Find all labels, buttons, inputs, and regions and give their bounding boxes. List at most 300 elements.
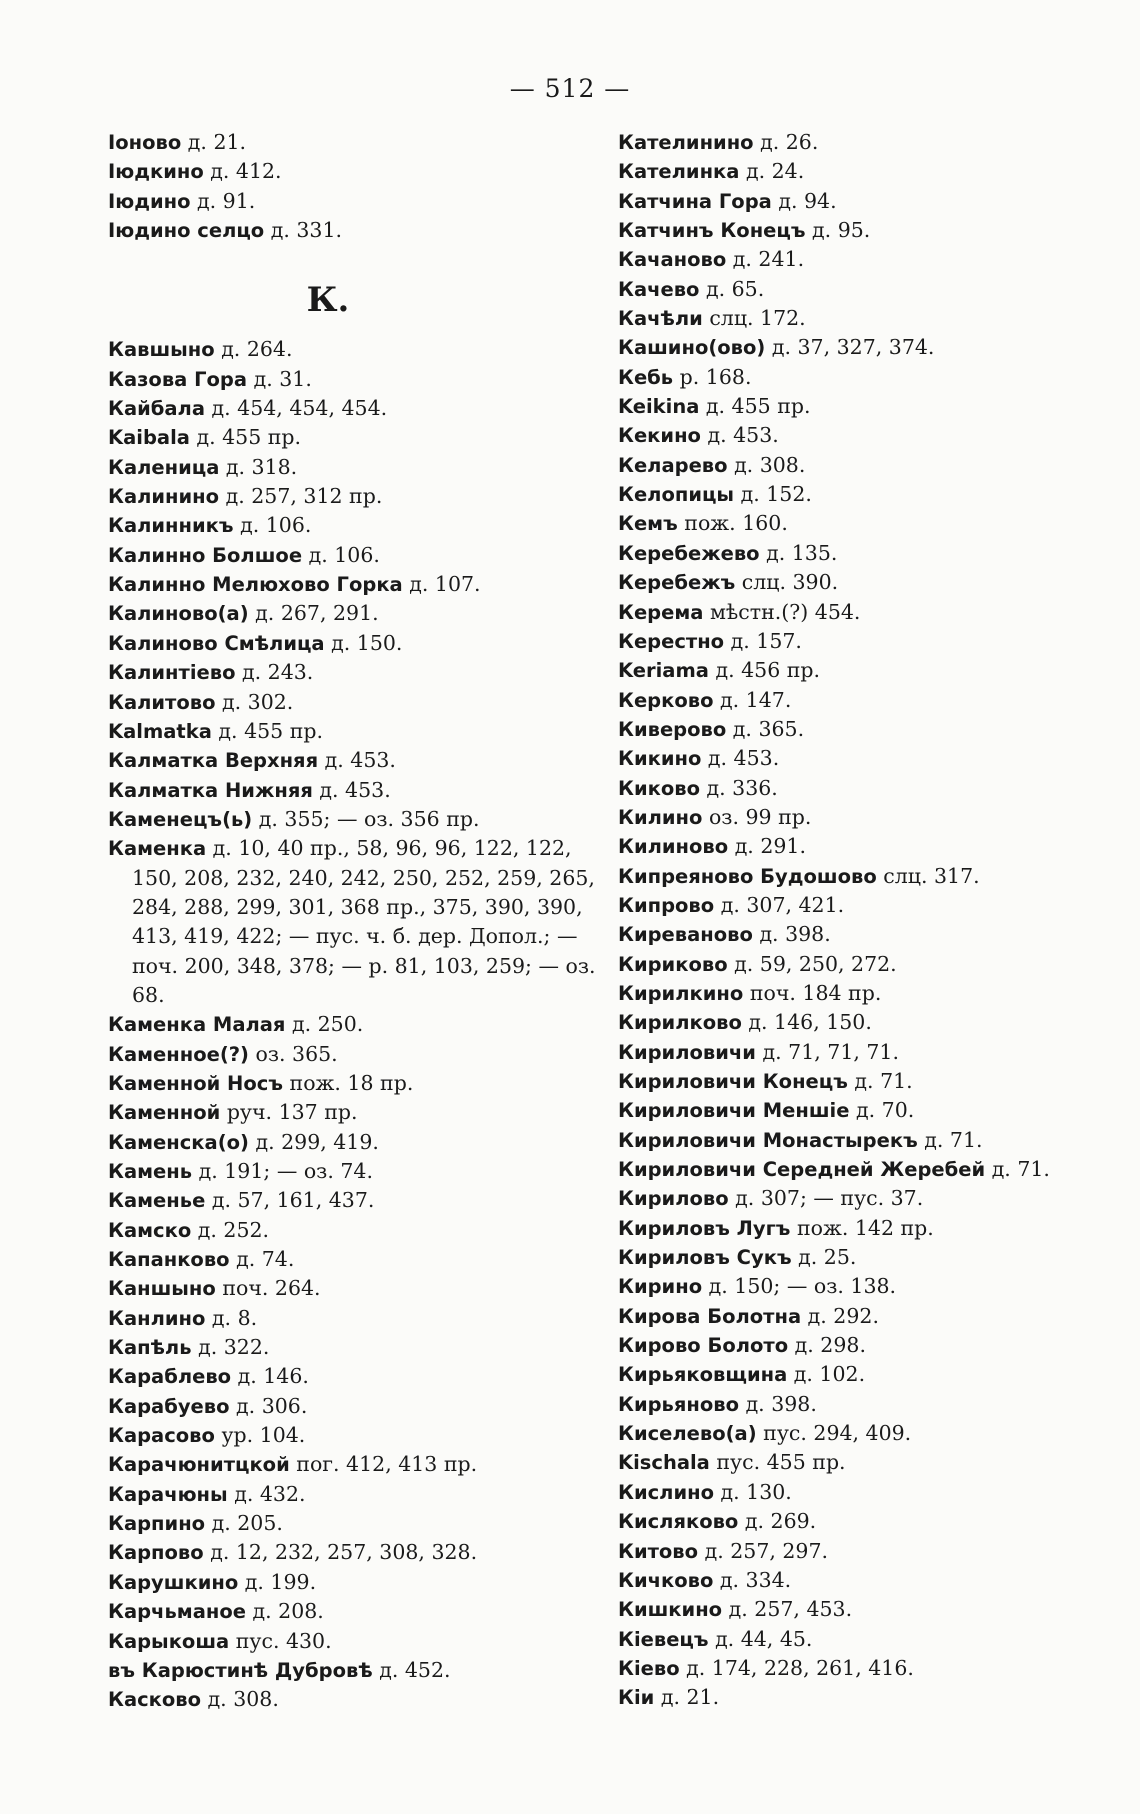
index-entry	[108, 1538, 608, 1567]
entry-name: Кирова Болотна	[618, 1304, 802, 1328]
entry-reference: д. 26.	[760, 130, 819, 154]
entry-reference: д. 147.	[720, 687, 792, 712]
entry-name: Керебежево	[618, 541, 760, 565]
index-entry	[108, 776, 608, 805]
entry-reference: д. 174, 228, 261, 416.	[686, 1655, 914, 1680]
entry-reference: д. 191; — оз. 74.	[198, 1159, 373, 1183]
index-entry	[618, 744, 1118, 773]
entry-name: Калматка Верхняя	[108, 749, 319, 773]
entry-reference: поч. 264.	[222, 1276, 321, 1301]
entry-name: Карасово	[108, 1424, 215, 1448]
entry-reference: д. 398.	[745, 1391, 817, 1416]
entry-name: Калитово	[108, 690, 216, 714]
entry-reference: д. 25.	[798, 1245, 857, 1270]
entry-reference: пус. 455 пр.	[716, 1450, 846, 1475]
entry-reference: д. 331.	[270, 218, 343, 243]
entry-name: Келарево	[618, 453, 728, 477]
entry-name: Каменска(о)	[108, 1130, 249, 1154]
entry-name: Іюдкино	[108, 160, 204, 184]
index-entry	[108, 1186, 608, 1215]
entry-reference: д. 74.	[236, 1247, 295, 1272]
entry-name: Keriama	[618, 659, 709, 683]
entry-reference: пож. 18 пр.	[289, 1070, 414, 1095]
right-column	[618, 128, 1118, 1713]
entry-reference: д. 455 пр.	[705, 394, 811, 419]
index-entry	[618, 1360, 1118, 1389]
entry-reference: д. 453.	[707, 746, 780, 771]
index-entry	[618, 275, 1118, 304]
entry-name: Кемъ	[618, 512, 678, 536]
entry-reference: д. 453.	[707, 423, 779, 448]
entry-reference: д. 307, 421.	[720, 892, 845, 917]
index-entry	[618, 1478, 1118, 1507]
entry-reference: д. 241.	[732, 247, 805, 272]
index-entry	[618, 774, 1118, 803]
entry-name: Качѣли	[618, 307, 703, 331]
index-entry	[108, 1040, 608, 1069]
index-entry	[618, 1390, 1118, 1419]
entry-name: Каншыно	[108, 1277, 216, 1301]
entry-name: Каменка	[108, 837, 207, 861]
entry-reference: д. 21.	[187, 130, 247, 154]
entry-reference: д. 398.	[759, 922, 831, 947]
entry-name: Капѣль	[108, 1336, 192, 1360]
entry-name: Кислино	[618, 1480, 714, 1504]
entry-reference: д. 455 пр.	[218, 718, 324, 743]
index-entry	[108, 482, 608, 511]
entry-reference: д. 453.	[324, 748, 396, 773]
index-entry	[618, 920, 1118, 949]
entry-name: Калинтіево	[108, 661, 236, 685]
entry-name: Качаново	[618, 248, 727, 272]
entry-reference: д. 44, 45.	[715, 1626, 813, 1651]
entry-name: Катчинъ Конецъ	[618, 219, 806, 243]
index-entry	[618, 157, 1118, 186]
index-entry	[108, 1627, 608, 1656]
entry-reference: д. 452.	[379, 1657, 451, 1682]
entry-name: Кашино(ово)	[618, 336, 766, 360]
entry-name: Киселево(а)	[618, 1422, 757, 1446]
entry-name: Кирилково	[618, 1011, 742, 1035]
index-entry	[108, 1509, 608, 1538]
entry-reference: д. 95.	[812, 218, 871, 243]
entry-name: Керема	[618, 600, 704, 624]
entry-reference: д. 455 пр.	[196, 425, 302, 450]
index-entry	[618, 598, 1118, 627]
entry-name: Калинно Болшое	[108, 543, 303, 567]
index-entry	[618, 1008, 1118, 1037]
entry-name: Кекино	[618, 424, 701, 448]
index-entry	[618, 686, 1118, 715]
entry-reference: пож. 142 пр.	[796, 1215, 934, 1240]
entry-name: Караблево	[108, 1365, 232, 1389]
index-entry	[618, 245, 1118, 274]
index-entry	[618, 1155, 1118, 1184]
entry-reference: поч. 184 пр.	[749, 980, 882, 1005]
index-entry	[108, 1421, 608, 1450]
entry-name: Калинино	[108, 485, 220, 509]
index-entry	[108, 511, 608, 540]
entry-reference: мѣстн.(?) 454.	[709, 599, 861, 624]
index-entry	[618, 832, 1118, 861]
index-entry	[108, 599, 608, 628]
index-entry	[108, 1597, 608, 1626]
entry-name: Касково	[108, 1688, 202, 1712]
entry-reference: д. 31.	[253, 366, 312, 391]
index-entry	[108, 335, 608, 364]
entry-reference: оз. 365.	[255, 1041, 338, 1066]
index-entry	[108, 157, 608, 186]
entry-reference: д. 318.	[225, 454, 298, 479]
entry-reference: д. 308.	[207, 1687, 279, 1712]
entry-reference: д. 302.	[222, 689, 294, 714]
entry-reference: ур. 104.	[221, 1423, 306, 1448]
entry-reference: д. 21.	[660, 1685, 720, 1710]
entry-name: Кикино	[618, 747, 702, 771]
entry-name: Капанково	[108, 1248, 230, 1272]
entry-name: Каменной Носъ	[108, 1071, 283, 1095]
index-entry	[618, 1126, 1118, 1155]
entry-reference: д. 71.	[854, 1069, 913, 1093]
entry-reference: р. 168.	[679, 364, 752, 389]
index-entry	[108, 423, 608, 452]
index-entry	[108, 541, 608, 570]
entry-name: Каленица	[108, 455, 220, 479]
index-entry	[618, 656, 1118, 685]
entry-name: Калматка Нижняя	[108, 778, 313, 802]
entry-reference: д. 146, 150.	[748, 1010, 872, 1035]
index-entry	[618, 1595, 1118, 1624]
index-entry	[108, 1304, 608, 1333]
index-entry	[108, 1098, 608, 1127]
entry-name: Карыкоша	[108, 1629, 230, 1653]
entry-reference: д. 91.	[197, 188, 256, 213]
entry-reference: д. 106.	[240, 513, 312, 538]
entry-name: Kaibala	[108, 426, 190, 450]
index-entry	[108, 187, 608, 216]
index-entry	[618, 1625, 1118, 1654]
entry-name: Кипрово	[618, 893, 715, 917]
right-main-entries	[618, 128, 1118, 1713]
entry-reference: д. 355; — оз. 356 пр.	[258, 806, 480, 831]
index-entry	[618, 1331, 1118, 1360]
entry-name: Каменной	[108, 1101, 221, 1125]
entry-reference: д. 306.	[236, 1393, 308, 1418]
entry-reference: д. 130.	[720, 1479, 792, 1504]
entry-name: Кирилкино	[618, 981, 744, 1005]
index-entry	[108, 1010, 608, 1039]
entry-name: Кириловичи Монастырекъ	[618, 1128, 918, 1152]
entry-reference: слц. 390.	[741, 570, 839, 595]
index-entry	[618, 1507, 1118, 1536]
entry-name: Кіевецъ	[618, 1627, 709, 1651]
index-entry	[618, 715, 1118, 744]
entry-name: Кириловъ Сукъ	[618, 1246, 792, 1270]
index-entry	[618, 1448, 1118, 1477]
entry-name: Килиново	[618, 835, 729, 859]
entry-name: Керестно	[618, 629, 725, 653]
entry-reference: д. 71.	[924, 1127, 983, 1152]
index-entry	[618, 539, 1118, 568]
entry-reference: руч. 137 пр.	[226, 1100, 358, 1125]
index-entry	[618, 1038, 1118, 1067]
index-entry	[618, 1566, 1118, 1595]
index-entry	[618, 1272, 1118, 1301]
index-entry	[618, 304, 1118, 333]
index-entry	[618, 128, 1118, 157]
entry-reference: д. 308.	[734, 452, 806, 477]
entry-name: Кателинино	[618, 131, 754, 154]
entry-name: Кириловичи Середней Жеребей	[618, 1158, 986, 1182]
entry-reference: д. 106.	[308, 542, 380, 567]
index-entry	[618, 1683, 1118, 1712]
entry-reference: д. 252.	[197, 1217, 270, 1242]
entry-reference: д. 24.	[745, 159, 805, 184]
entry-reference: д. 336.	[706, 775, 778, 800]
entry-reference: д. 250.	[291, 1012, 364, 1037]
index-entry	[618, 1654, 1118, 1683]
entry-name: Каменное(?)	[108, 1042, 249, 1066]
index-entry	[108, 1245, 608, 1274]
index-entry	[108, 1216, 608, 1245]
entry-name: Кирово Болото	[618, 1334, 789, 1358]
entry-reference: д. 432.	[234, 1481, 306, 1506]
index-entry	[618, 333, 1118, 362]
index-entry	[618, 1243, 1118, 1272]
entry-reference: д. 205.	[211, 1511, 283, 1536]
index-entry	[108, 1362, 608, 1391]
entry-name: Іоново	[108, 131, 182, 154]
entry-reference: пус. 294, 409.	[763, 1421, 912, 1446]
index-entry	[108, 834, 608, 1010]
entry-name: Кирьяковщина	[618, 1363, 788, 1387]
index-entry	[618, 216, 1118, 245]
index-entry	[108, 1685, 608, 1714]
entry-reference: д. 102.	[793, 1362, 866, 1387]
entry-reference: д. 365.	[732, 716, 805, 741]
index-entry	[618, 1096, 1118, 1125]
index-entry	[108, 394, 608, 423]
left-top-entries	[108, 128, 608, 245]
entry-reference: д. 257, 297.	[704, 1538, 829, 1563]
index-entry	[108, 1128, 608, 1157]
index-entry	[618, 862, 1118, 891]
entry-reference: д. 291.	[734, 834, 806, 859]
index-entry	[108, 629, 608, 658]
entry-reference: пож. 160.	[684, 511, 788, 536]
index-entry	[108, 688, 608, 717]
entry-name: Казова Гора	[108, 367, 248, 391]
entry-name: Качево	[618, 277, 700, 301]
entry-name: Карабуево	[108, 1394, 230, 1418]
entry-reference: д. 264.	[221, 337, 293, 362]
entry-name: въ Карюстинѣ Дубровѣ	[108, 1658, 373, 1682]
entry-reference: д. 59, 250, 272.	[734, 951, 897, 976]
entry-reference: д. 107.	[409, 572, 481, 597]
entry-reference: д. 334.	[719, 1567, 792, 1592]
index-entry	[108, 453, 608, 482]
entry-name: Керково	[618, 688, 714, 712]
entry-name: Кириловичи Меншіе	[618, 1099, 850, 1123]
entry-name: Кирьяново	[618, 1392, 740, 1416]
entry-reference: д. 243.	[242, 660, 314, 685]
index-entry	[108, 1450, 608, 1479]
entry-reference: д. 307; — пус. 37.	[735, 1186, 924, 1211]
entry-reference: слц. 317.	[883, 863, 980, 888]
entry-name: Карачюнитцкой	[108, 1453, 290, 1477]
index-entry	[618, 950, 1118, 979]
entry-name: Кавшыно	[108, 338, 215, 362]
entry-name: Карпово	[108, 1541, 204, 1565]
index-entry	[618, 891, 1118, 920]
entry-reference: д. 65.	[705, 276, 765, 301]
entry-name: Керебежъ	[618, 571, 736, 595]
index-entry	[618, 803, 1118, 832]
index-entry	[108, 1656, 608, 1685]
entry-name: Карушкино	[108, 1570, 239, 1594]
entry-reference: пус. 430.	[235, 1628, 332, 1653]
entry-reference: д. 267, 291.	[255, 601, 379, 626]
entry-reference: д. 150; — оз. 138.	[708, 1274, 897, 1299]
index-entry	[618, 451, 1118, 480]
index-entry	[618, 392, 1118, 421]
entry-reference: д. 12, 232, 257, 308, 328.	[210, 1540, 478, 1565]
entry-name: Keikina	[618, 395, 700, 419]
index-entry	[108, 658, 608, 687]
entry-name: Калинно Мелюхово Горка	[108, 573, 403, 597]
entry-name: Каменье	[108, 1189, 206, 1213]
entry-name: Кіи	[618, 1686, 655, 1710]
index-entry	[618, 979, 1118, 1008]
index-entry	[618, 187, 1118, 216]
entry-name: Карачюны	[108, 1482, 228, 1506]
entry-reference: д. 10, 40 пр., 58, 96, 96, 122, 122, 150, 208, 232, 240, 242, 250, 252, 259, 265, 284, 288, 299, 301, 368 пр., 375, 390, 390, 413, 419, 422; — пус. ч. б. дер. Допол.; — поч. 200, 348, 378; — р. 81, 103, 259; — оз. 68.	[132, 836, 596, 1007]
entry-reference: д. 269.	[744, 1509, 817, 1534]
index-entry	[108, 1568, 608, 1597]
entry-reference: д. 298.	[794, 1333, 866, 1358]
entry-reference: оз. 99 пр.	[708, 804, 812, 829]
index-entry	[108, 1157, 608, 1186]
entry-reference: слц. 172.	[709, 306, 806, 331]
entry-reference: д. 453.	[319, 777, 391, 802]
index-entry	[618, 1419, 1118, 1448]
entry-reference: д. 152.	[740, 482, 812, 507]
entry-name: Камень	[108, 1160, 193, 1183]
entry-name: Калиново Смѣлица	[108, 631, 325, 655]
entry-name: Кириловичи Конецъ	[618, 1070, 848, 1093]
entry-name: Кебь	[618, 365, 674, 389]
index-entry	[108, 717, 608, 746]
entry-name: Карпино	[108, 1512, 206, 1536]
entry-reference: д. 199.	[244, 1569, 317, 1594]
entry-reference: д. 57, 161, 437.	[211, 1188, 375, 1213]
index-entry	[618, 509, 1118, 538]
index-entry	[108, 570, 608, 599]
entry-reference: д. 299, 419.	[255, 1129, 379, 1154]
entry-name: Канлино	[108, 1306, 206, 1330]
entry-reference: д. 135.	[766, 540, 838, 565]
entry-reference: д. 257, 312 пр.	[225, 484, 383, 509]
index-entry	[618, 1067, 1118, 1096]
index-entry	[108, 216, 608, 245]
entry-reference: д. 454, 454, 454.	[211, 396, 388, 421]
index-entry	[618, 1537, 1118, 1566]
index-entry	[108, 746, 608, 775]
entry-name: Кириловичи	[618, 1040, 756, 1064]
index-entry	[618, 1184, 1118, 1213]
index-entry	[618, 363, 1118, 392]
index-entry	[618, 1302, 1118, 1331]
entry-name: Іюдино	[108, 189, 191, 213]
index-entry	[108, 1069, 608, 1098]
entry-reference: д. 292.	[807, 1303, 879, 1328]
entry-name: Кичково	[618, 1568, 714, 1592]
entry-name: Китово	[618, 1539, 699, 1563]
entry-reference: д. 94.	[778, 188, 837, 213]
entry-name: Каменецъ(ь)	[108, 807, 253, 831]
entry-name: Кириково	[618, 952, 728, 976]
section-letter: К.	[306, 280, 350, 321]
entry-reference: д. 37, 327, 374.	[771, 335, 935, 360]
entry-name: Іюдино селцо	[108, 219, 265, 243]
entry-name: Кіево	[618, 1656, 680, 1680]
entry-reference: пог. 412, 413 пр.	[296, 1452, 478, 1477]
entry-reference: д. 322.	[198, 1335, 270, 1360]
entry-name: Калиново(а)	[108, 602, 249, 626]
entry-name: Кирино	[618, 1275, 703, 1299]
index-entry	[108, 805, 608, 834]
index-entry	[108, 1480, 608, 1509]
entry-name: Каменка Малая	[108, 1013, 286, 1037]
index-entry	[618, 480, 1118, 509]
entry-name: Кайбала	[108, 397, 205, 421]
index-entry	[108, 1392, 608, 1421]
entry-name: Кателинка	[618, 160, 740, 184]
entry-name: Кисляково	[618, 1510, 739, 1534]
entry-name: Кишкино	[618, 1598, 723, 1622]
index-entry	[618, 627, 1118, 656]
entry-reference: д. 8.	[211, 1305, 258, 1330]
page-number: — 512 —	[509, 74, 631, 103]
entry-reference: д. 150.	[331, 630, 403, 655]
entry-reference: д. 146.	[237, 1364, 309, 1389]
index-entry	[108, 365, 608, 394]
entry-name: Кирилово	[618, 1187, 729, 1211]
entry-reference: д. 412.	[210, 159, 282, 184]
entry-name: Калинникъ	[108, 514, 234, 538]
entry-reference: д. 71, 71, 71.	[762, 1039, 899, 1064]
index-entry	[618, 1214, 1118, 1243]
entry-name: Кипреяново Будошово	[618, 864, 877, 888]
entry-reference: д. 71.	[991, 1157, 1050, 1182]
entry-name: Кириловъ Лугъ	[618, 1216, 791, 1240]
entry-name: Киково	[618, 776, 700, 800]
entry-reference: д. 70.	[856, 1098, 915, 1123]
entry-name: Катчина Гора	[618, 189, 772, 213]
index-entry	[108, 1333, 608, 1362]
entry-name: Kalmatka	[108, 719, 212, 743]
entry-name: Kischala	[618, 1451, 710, 1475]
index-entry	[108, 128, 608, 157]
entry-reference: д. 157.	[730, 628, 802, 653]
left-main-entries	[108, 335, 608, 1714]
entry-name: Киреваново	[618, 923, 753, 947]
index-entry	[618, 421, 1118, 450]
left-column	[108, 128, 608, 1715]
entry-name: Килино	[618, 805, 703, 829]
entry-reference: д. 257, 453.	[728, 1597, 853, 1622]
entry-reference: д. 208.	[252, 1599, 324, 1624]
